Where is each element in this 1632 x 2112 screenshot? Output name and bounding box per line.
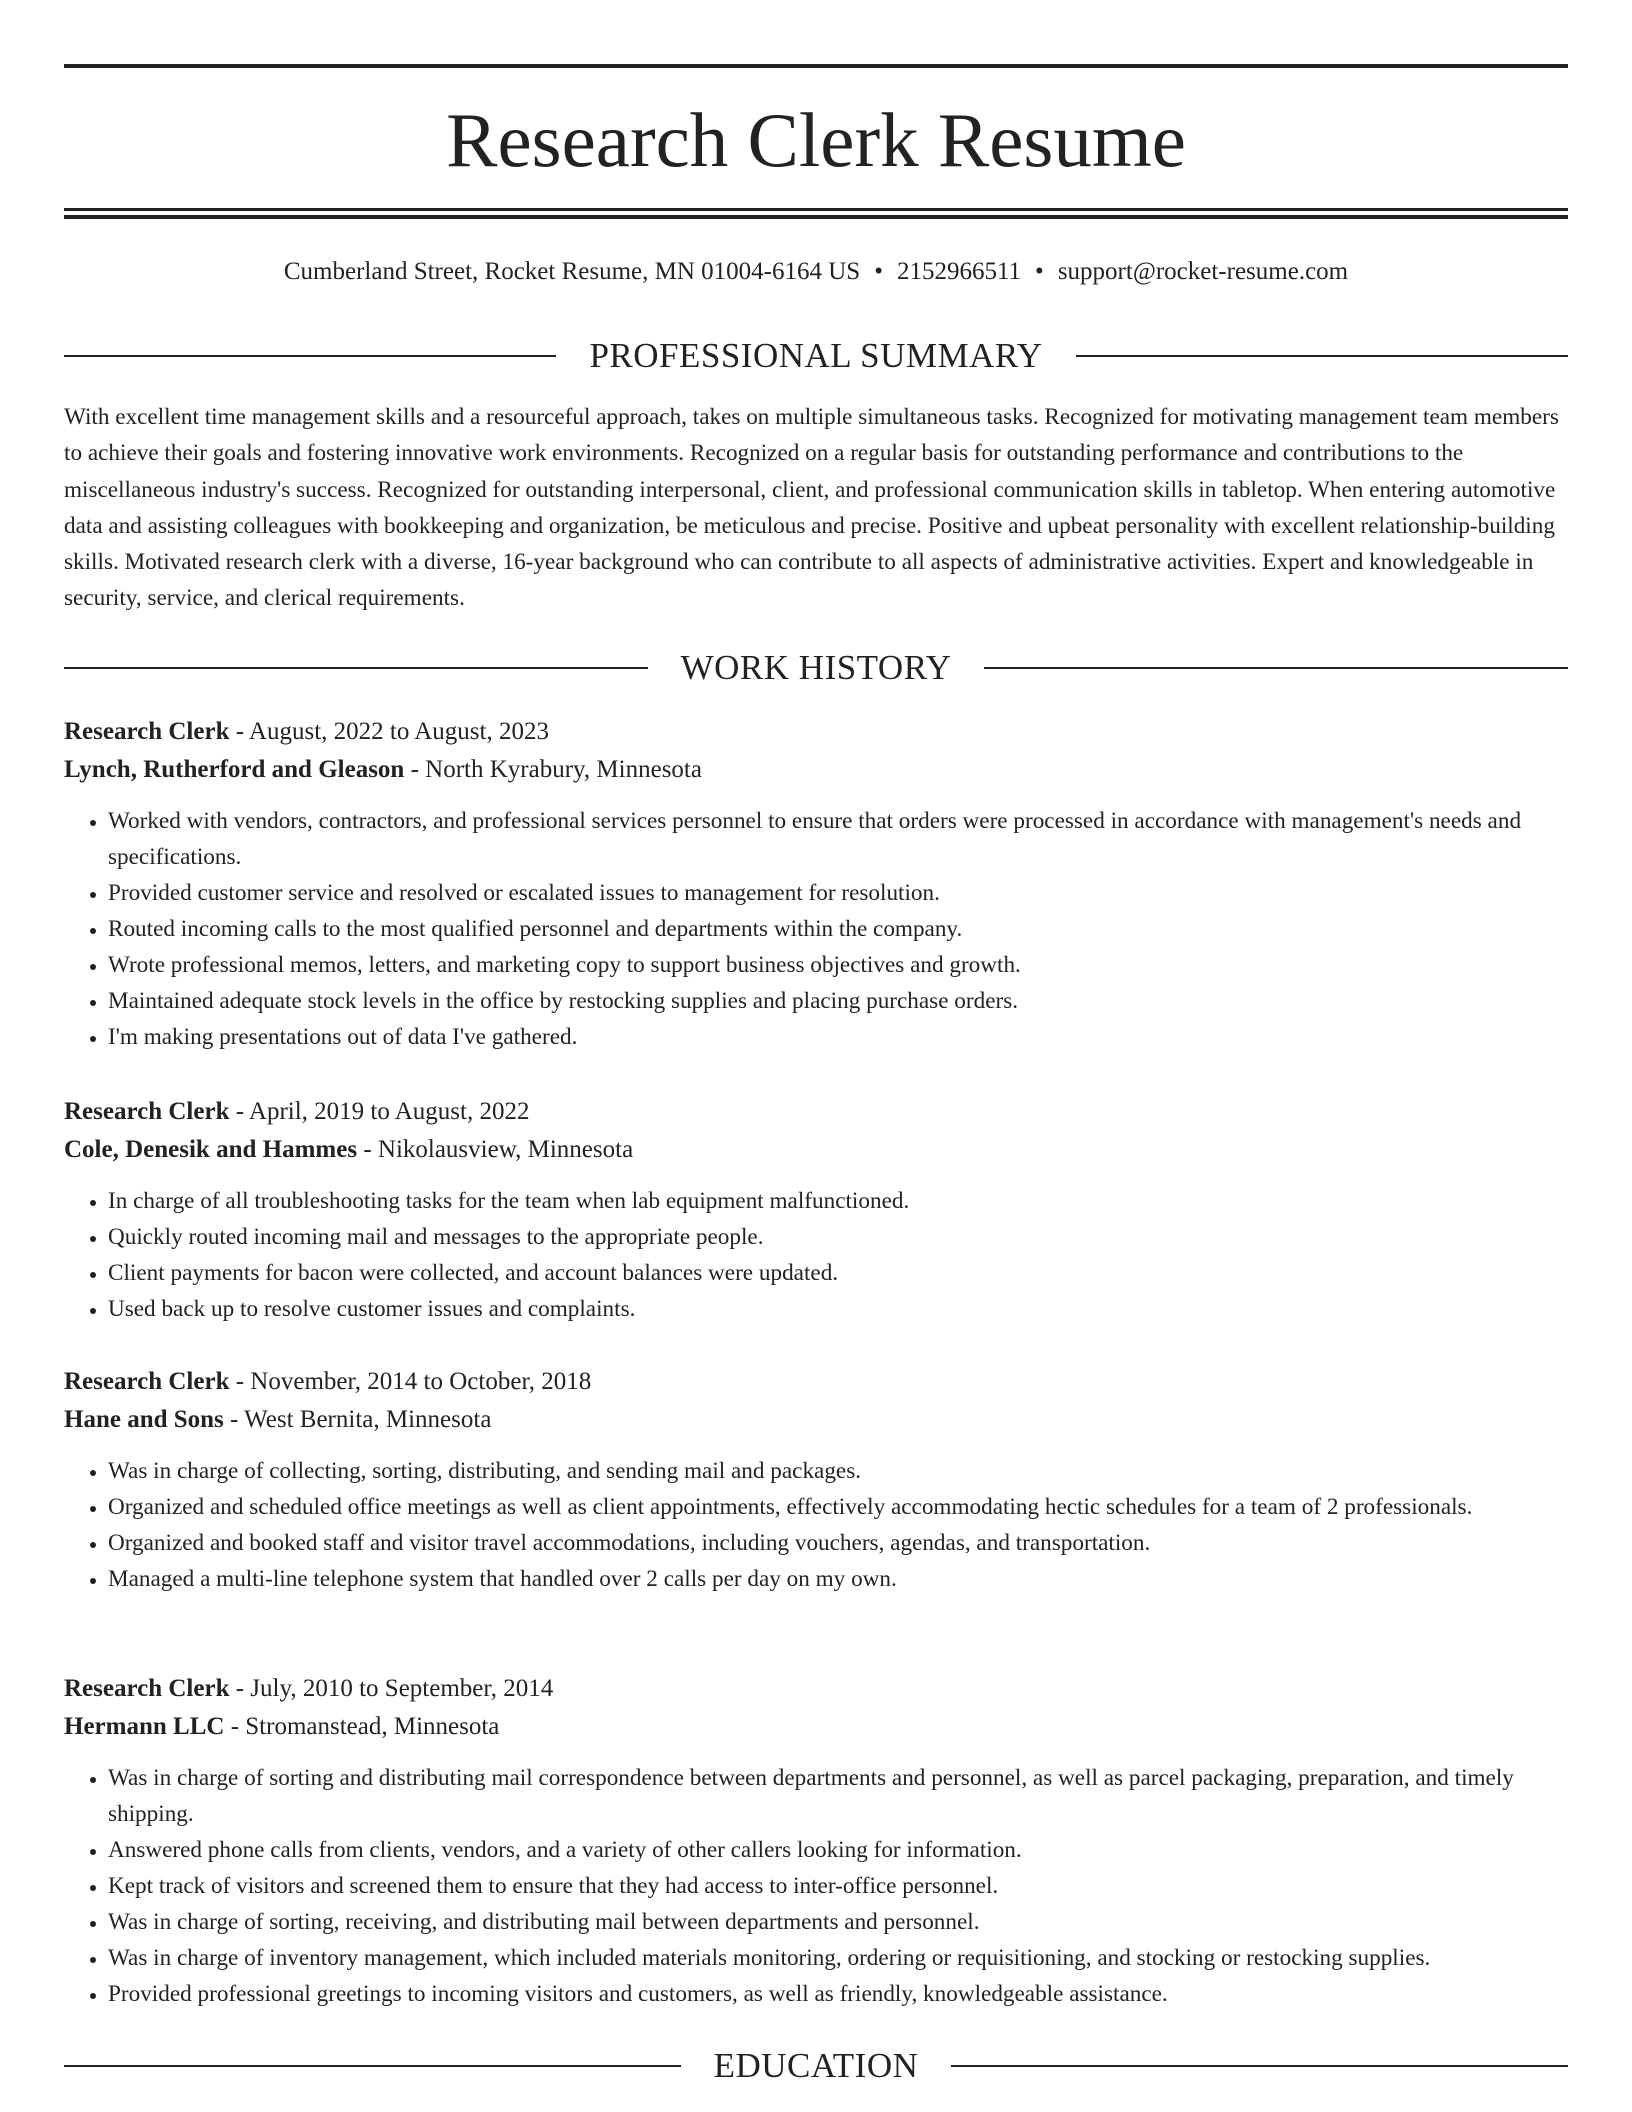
job-entry bbox=[64, 1670, 1568, 2012]
resume-title: Research Clerk Resume bbox=[446, 97, 1186, 183]
job-duty: • Kept track of visitors and screened them to ensure that they had access to inter-office personnel. bbox=[108, 1868, 1568, 1904]
job-location: - North Kyrabury, Minnesota bbox=[404, 756, 702, 783]
section-rule-right bbox=[951, 2065, 1568, 2067]
job-company: Lynch, Rutherford and Gleason bbox=[64, 756, 405, 783]
section-heading-work-history bbox=[64, 646, 1568, 690]
job-duty: • I'm making presentations out of data I've gathered. bbox=[108, 1019, 1568, 1055]
job-duty: • Organized and scheduled office meetings as well as client appointments, effectively accommodating hectic schedules for a team of 2 professionals. bbox=[108, 1489, 1568, 1525]
section-heading-label: EDUCATION bbox=[713, 2046, 919, 2085]
job-duties-list bbox=[64, 1453, 1568, 1597]
contact-phone: 2152966511 bbox=[896, 258, 1022, 285]
job-company-line bbox=[64, 1131, 1568, 1169]
section-heading-summary bbox=[64, 334, 1568, 378]
section-rule-left bbox=[64, 355, 556, 357]
job-company: Cole, Denesik and Hammes bbox=[64, 1136, 358, 1163]
job-duty: • Worked with vendors, contractors, and professional services personnel to ensure that orders were processed in accordance with management's needs and specifications. bbox=[108, 803, 1568, 875]
job-duty: • Provided customer service and resolved or escalated issues to management for resolution. bbox=[108, 875, 1568, 911]
job-duty: • Used back up to resolve customer issues and complaints. bbox=[108, 1291, 1568, 1327]
job-title-line bbox=[64, 1363, 1568, 1401]
contact-line bbox=[64, 254, 1568, 290]
job-duty: • In charge of all troubleshooting tasks for the team when lab equipment malfunctioned. bbox=[108, 1183, 1568, 1219]
professional-summary-text: With excellent time management skills and a resourceful approach, takes on multiple simultaneous tasks. Recognized for motivating management team members to achieve their goals and fostering innovative work environments. Recognized on a regular basis for outstanding performance and contributions to the miscellaneous industry's success. Recognized for outstanding interpersonal, client, and professional communication skills in tabletop. When entering automotive data and assisting colleagues with bookkeeping and organization, be meticulous and precise. Positive and upbeat personality with excellent relationship-building skills. Motivated research clerk with a diverse, 16-year background who can contribute to all aspects of administrative activities. Expert and knowledgeable in security, service, and clerical requirements. bbox=[64, 404, 1559, 612]
section-rule-right bbox=[1076, 355, 1568, 357]
job-company-line bbox=[64, 751, 1568, 789]
contact-email: support@rocket-resume.com bbox=[1057, 258, 1349, 285]
job-title-line bbox=[64, 713, 1568, 751]
job-duty: • Managed a multi-line telephone system that handled over 2 calls per day on my own. bbox=[108, 1561, 1568, 1597]
job-title: Research Clerk bbox=[64, 1368, 230, 1395]
section-heading-label: PROFESSIONAL SUMMARY bbox=[589, 336, 1043, 375]
section-rule-right bbox=[984, 667, 1568, 669]
contact-address: Cumberland Street, Rocket Resume, MN 01004-6164 US bbox=[283, 258, 861, 285]
job-title: Research Clerk bbox=[64, 718, 230, 745]
job-company: Hane and Sons bbox=[64, 1406, 224, 1433]
job-location: - West Bernita, Minnesota bbox=[223, 1406, 492, 1433]
job-duty: • Client payments for bacon were collected, and account balances were updated. bbox=[108, 1255, 1568, 1291]
job-title: Research Clerk bbox=[64, 1098, 230, 1125]
job-duties-list bbox=[64, 803, 1568, 1055]
top-rule bbox=[64, 64, 1568, 68]
contact-separator: • bbox=[1035, 258, 1044, 285]
section-heading-label: WORK HISTORY bbox=[680, 648, 952, 687]
job-duty: • Was in charge of collecting, sorting, distributing, and sending mail and packages. bbox=[108, 1453, 1568, 1489]
job-duty: • Answered phone calls from clients, vendors, and a variety of other callers looking for information. bbox=[108, 1832, 1568, 1868]
section-rule-left bbox=[64, 2065, 681, 2067]
job-title: Research Clerk bbox=[64, 1675, 230, 1702]
job-duty: • Routed incoming calls to the most qualified personnel and departments within the company. bbox=[108, 911, 1568, 947]
job-duty: • Was in charge of sorting and distributing mail correspondence between departments and personnel, as well as parcel packaging, preparation, and timely shipping. bbox=[108, 1760, 1568, 1832]
job-dates: - July, 2010 to September, 2014 bbox=[229, 1675, 554, 1702]
job-duty: • Was in charge of sorting, receiving, and distributing mail between departments and personnel. bbox=[108, 1904, 1568, 1940]
job-dates: - April, 2019 to August, 2022 bbox=[229, 1098, 530, 1125]
job-entry bbox=[64, 713, 1568, 1055]
job-duty: • Wrote professional memos, letters, and marketing copy to support business objectives and growth. bbox=[108, 947, 1568, 983]
title-rule-upper bbox=[64, 208, 1568, 211]
job-location: - Stromanstead, Minnesota bbox=[224, 1713, 500, 1740]
job-duty: • Quickly routed incoming mail and messages to the appropriate people. bbox=[108, 1219, 1568, 1255]
job-title-line bbox=[64, 1093, 1568, 1131]
job-title-line bbox=[64, 1670, 1568, 1708]
contact-separator: • bbox=[874, 258, 883, 285]
job-entry bbox=[64, 1093, 1568, 1327]
job-entry bbox=[64, 1363, 1568, 1597]
title-rule-lower bbox=[64, 215, 1568, 219]
job-company-line bbox=[64, 1708, 1568, 1746]
job-company: Hermann LLC bbox=[64, 1713, 225, 1740]
job-duty: • Provided professional greetings to incoming visitors and customers, as well as friendly, knowledgeable assistance. bbox=[108, 1976, 1568, 2012]
job-duties-list bbox=[64, 1183, 1568, 1327]
section-rule-left bbox=[64, 667, 648, 669]
job-duty: • Organized and booked staff and visitor travel accommodations, including vouchers, agendas, and transportation. bbox=[108, 1525, 1568, 1561]
job-duty: • Was in charge of inventory management, which included materials monitoring, ordering or requisitioning, and stocking or restocking supplies. bbox=[108, 1940, 1568, 1976]
job-dates: - November, 2014 to October, 2018 bbox=[229, 1368, 592, 1395]
section-heading-education bbox=[64, 2044, 1568, 2088]
job-duty: • Maintained adequate stock levels in the office by restocking supplies and placing purchase orders. bbox=[108, 983, 1568, 1019]
job-company-line bbox=[64, 1401, 1568, 1439]
job-location: - Nikolausview, Minnesota bbox=[357, 1136, 634, 1163]
job-duties-list bbox=[64, 1760, 1568, 2012]
job-dates: - August, 2022 to August, 2023 bbox=[229, 718, 549, 745]
